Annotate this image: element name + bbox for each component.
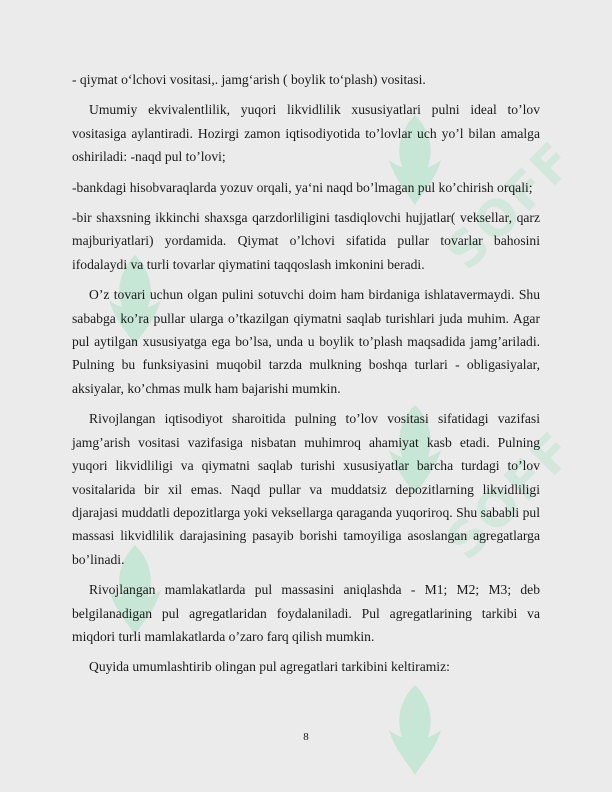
paragraph-3: -bankdagi hisobvaraqlarda yozuv orqali, ya‘ni naqd bo’lmagan pul ko’chirish orqali; xyxy=(72,179,533,195)
watermark-logo-icon xyxy=(375,680,455,780)
paragraph-8: Quyida umumlashtirib olingan pul agregatlari tarkibini keltiramiz: xyxy=(89,659,450,675)
watermark-text: SOFF xyxy=(435,130,586,282)
paragraph-7: Rivojlangan mamlakatlarda pul massasini aniqlashda - M1; M2; M3; deb belgilanadigan pul agregatlaridan foydalaniladi. Pul agregatlarining tarkibi va miqdori turli mamlakatlarda o’zaro farq qilish mumkin. xyxy=(72,582,540,644)
page-number: 8 xyxy=(303,731,309,743)
paragraph-2: Umumiy ekvivalentlilik, yuqori likvidlilik xususiyatlari pulni ideal to’lov vositasiga aylantiradi. Hozirgi zamon iqtisodiyotida to’lovlar uch yo’l bilan amalga oshiriladi: -naqd pul to’lovi; xyxy=(72,102,540,165)
paragraph-1: - qiymat o‘lchovi vositasi,. jamg‘arish ( boylik to‘plash) vositasi. xyxy=(72,72,426,87)
paragraph-6: Rivojlangan iqtisodiyot sharoitida pulning to’lov vositasi sifatidagi vazifasi jamg’arish vositasi vazifasiga nisbatan muhimroq ahamiyat kasb etadi. Pulning yuqori likvidliligi va qiymatni saqlab turishi xususiyatlar barcha turdagi to’lov vositalarida bir xil emas. Naqd pullar va muddatsiz depozitlarning likvidliligi djarajasi muddatli depozitlarga yoki veksellarga qaraganda yuqoriroq. Shu sababli pul massasi likvidlilik darajasining pasayib borishi tamoyiliga asoslangan agregatlarga bo’linadi. xyxy=(72,411,540,567)
watermark-text: SOFF xyxy=(435,420,586,572)
paragraph-5: O’z tovari uchun olgan pulini sotuvchi doim ham birdaniga ishlatavermaydi. Shu sababga ko’ra pullar ularga o’tkazilgan qiymatni saqlab turishlari juda muhim. Agar pul aytilgan xususiyatga ega bo’lsa, unda u boylik to’plash maqsadida jamg’ariladi. Pulning bu funksiyasini muqobil tarzda mulkning boshqa turlari - obligasiyalar, aksiyalar, ko’chmas mulk ham bajarishi mumkin. xyxy=(72,287,540,396)
paragraph-4: -bir shaxsning ikkinchi shaxsga qarzdorliligini tasdiqlovchi hujjatlar( veksellar, qarz majburiyatlari) yordamida. Qiymat o’lchovi sifatida pullar tovarlar bahosini ifodalaydi va turli tovarlar qiymatini taqqoslash imkonini beradi. xyxy=(72,210,540,272)
document-body xyxy=(72,68,540,686)
